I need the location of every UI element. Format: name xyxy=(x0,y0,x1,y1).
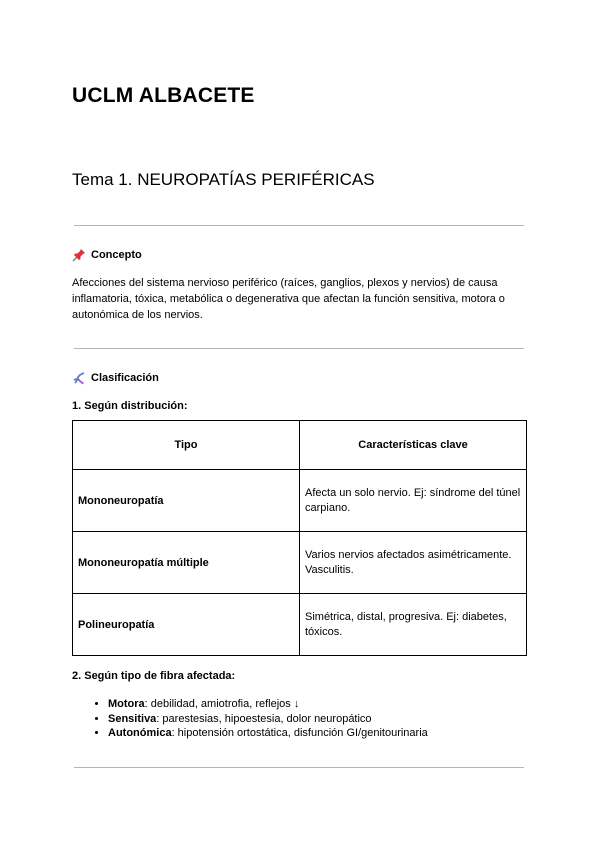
row-type: Polineuropatía xyxy=(73,594,300,656)
list-item xyxy=(108,697,428,712)
row-type: Mononeuropatía xyxy=(73,470,300,532)
table-row xyxy=(73,532,527,594)
distribution-subheading: 1. Según distribución: xyxy=(72,400,188,412)
row-features: Afecta un solo nervio. Ej: síndrome del túnel carpiano. xyxy=(300,470,527,532)
topic-title: Tema 1. NEUROPATÍAS PERIFÉRICAS xyxy=(72,170,375,189)
distribution-table xyxy=(72,420,527,656)
table-header-row xyxy=(73,421,527,470)
table-row xyxy=(73,470,527,532)
fiber-subheading: 2. Según tipo de fibra afectada: xyxy=(72,670,236,682)
pushpin-icon xyxy=(72,248,86,262)
column-header-caracteristicas: Características clave xyxy=(300,421,527,470)
column-header-tipo: Tipo xyxy=(73,421,300,470)
fiber-desc: : hipotensión ortostática, disfunción GI/genitourinaria xyxy=(171,727,428,739)
divider xyxy=(74,225,524,226)
fiber-label: Sensitiva xyxy=(108,712,157,725)
document-title: UCLM ALBACETE xyxy=(72,84,255,107)
fiber-label: Autonómica xyxy=(108,727,172,739)
divider xyxy=(74,767,524,768)
fiber-list xyxy=(72,697,428,741)
row-type: Mononeuropatía múltiple xyxy=(73,532,300,594)
table-row xyxy=(73,594,527,656)
fiber-desc: : parestesias, hipoestesia, dolor neuropático xyxy=(156,712,372,725)
row-features: Varios nervios afectados asimétricamente. Vasculitis. xyxy=(300,532,527,594)
classification-heading xyxy=(72,371,159,385)
fiber-label: Motora xyxy=(108,698,145,710)
concept-heading xyxy=(72,248,142,262)
list-item xyxy=(108,726,428,741)
divider xyxy=(74,348,524,349)
concept-paragraph: Afecciones del sistema nervioso periférico (raíces, ganglios, plexos y nervios) de causa inflamatoria, tóxica, metabólica o degenerativa que afectan la función sensitiva, motora o autonómica de los nervios. xyxy=(72,277,505,321)
list-item xyxy=(108,712,428,727)
row-features: Simétrica, distal, progresiva. Ej: diabetes, tóxicos. xyxy=(300,594,527,656)
fiber-desc: : debilidad, amiotrofia, reflejos ↓ xyxy=(144,698,300,710)
dna-icon xyxy=(72,371,86,385)
concept-heading-label: Concepto xyxy=(91,249,142,261)
classification-heading-label: Clasificación xyxy=(91,372,159,384)
